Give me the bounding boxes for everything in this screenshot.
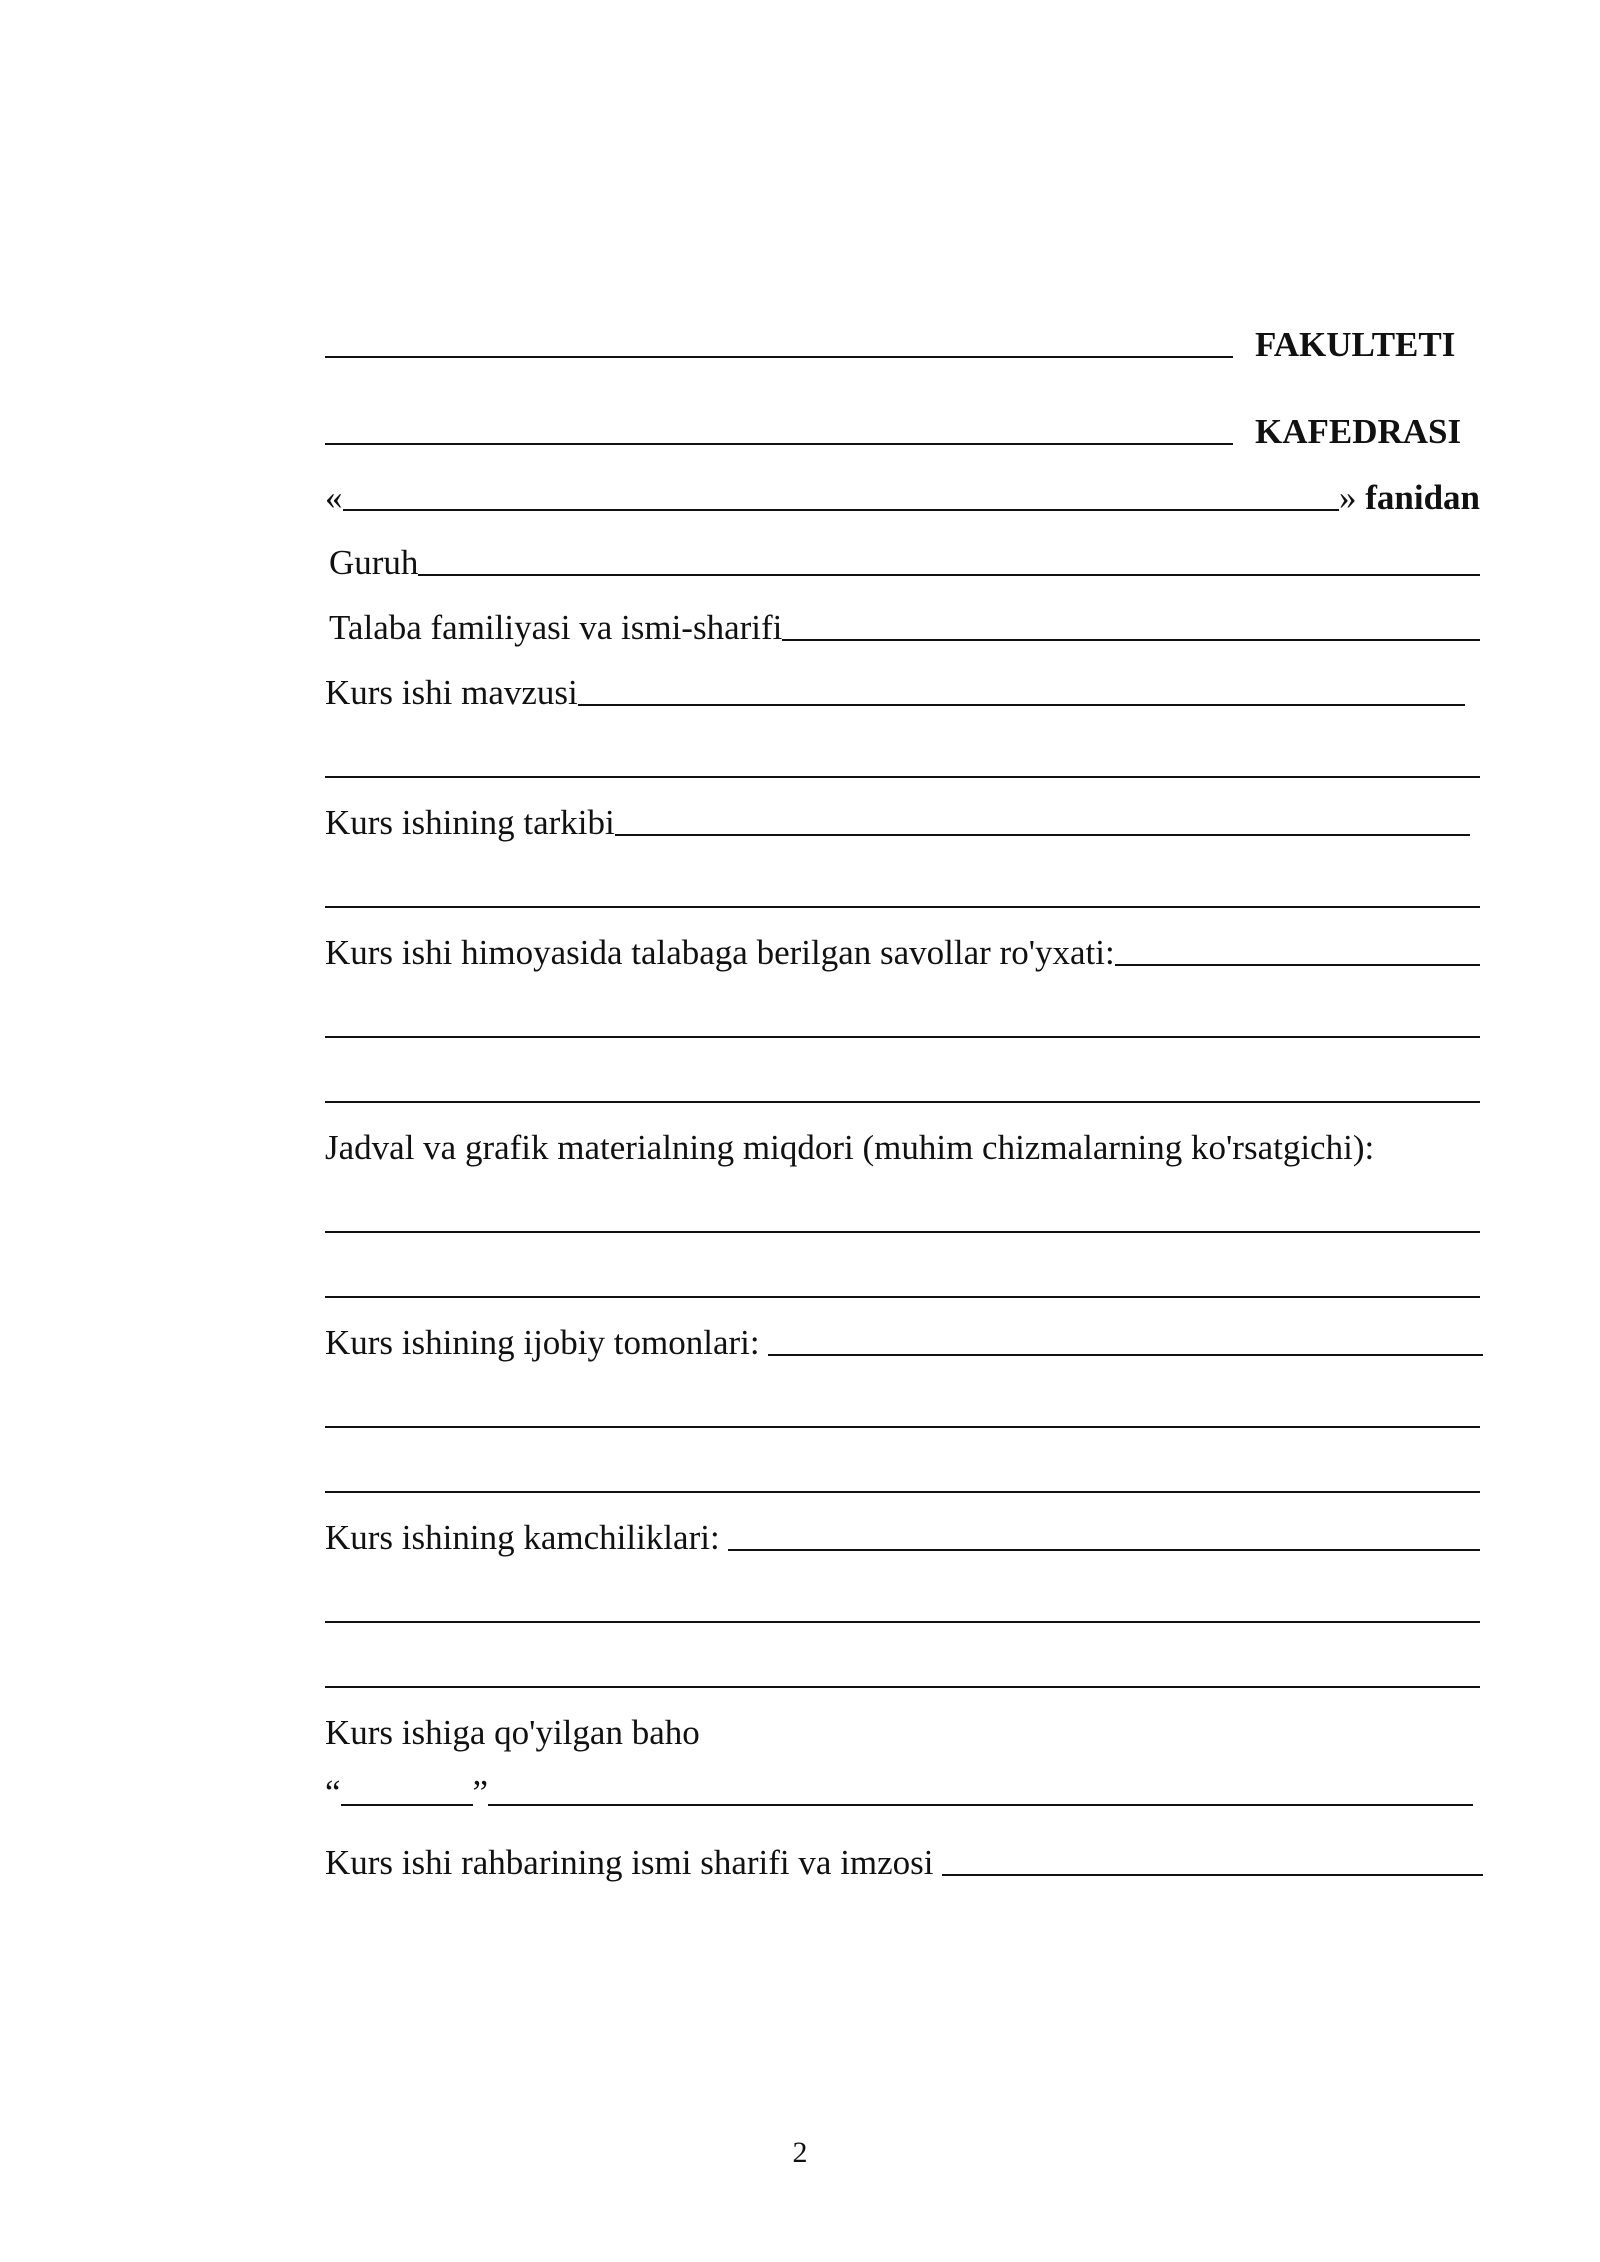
structure-blank-line[interactable] <box>325 906 1480 908</box>
department-row <box>325 412 1480 452</box>
questions-blank-line-1[interactable] <box>325 1036 1480 1038</box>
subject-blank[interactable] <box>343 509 1339 511</box>
department-label: KAFEDRASI <box>1255 412 1462 451</box>
tables-blank-line-1[interactable] <box>325 1231 1480 1233</box>
department-blank[interactable] <box>325 443 1233 445</box>
faculty-row <box>325 325 1480 365</box>
supervisor-label: Kurs ishi rahbarining ismi sharifi va imzosi <box>325 1843 943 1882</box>
grade-value-blank[interactable] <box>341 1804 473 1806</box>
subject-row <box>325 478 1480 518</box>
questions-blank-line-2[interactable] <box>325 1101 1480 1103</box>
subject-suffix: fanidan <box>1356 478 1480 517</box>
topic-blank-line[interactable] <box>325 776 1480 778</box>
questions-blank[interactable] <box>1115 964 1480 966</box>
group-row <box>329 543 1480 583</box>
student-blank[interactable] <box>782 639 1480 641</box>
grade-close-quote: ” <box>472 1773 489 1812</box>
shortcomings-blank-line-1[interactable] <box>325 1621 1480 1623</box>
grade-words-blank[interactable] <box>488 1804 1473 1806</box>
positives-blank[interactable] <box>768 1354 1483 1356</box>
questions-label: Kurs ishi himoyasida talabaga berilgan savollar ro'yxati: <box>325 933 1115 972</box>
positives-blank-line-2[interactable] <box>325 1491 1480 1493</box>
topic-blank[interactable] <box>578 704 1465 706</box>
supervisor-row <box>325 1843 1483 1883</box>
grade-label: Kurs ishiga qo'yilgan baho <box>325 1713 700 1752</box>
supervisor-blank[interactable] <box>942 1874 1483 1876</box>
positives-row <box>325 1323 1483 1363</box>
grade-open-quote: “ <box>325 1773 341 1812</box>
shortcomings-row <box>325 1518 1480 1558</box>
positives-label: Kurs ishining ijobiy tomonlari: <box>325 1323 769 1362</box>
subject-close-quote: » <box>1338 478 1357 517</box>
tables-blank-line-2[interactable] <box>325 1296 1480 1298</box>
structure-row <box>325 803 1470 843</box>
shortcomings-label: Kurs ishining kamchiliklari: <box>325 1518 729 1557</box>
grade-row <box>325 1713 1480 1753</box>
topic-row <box>325 673 1465 713</box>
tables-label: Jadval va grafik materialning miqdori (muhim chizmalarning ko'rsatgichi): <box>325 1128 1375 1167</box>
tables-row <box>325 1128 1480 1168</box>
student-row <box>329 608 1480 648</box>
structure-blank[interactable] <box>615 834 1470 836</box>
subject-open-quote: « <box>325 478 343 517</box>
shortcomings-blank[interactable] <box>728 1549 1480 1551</box>
structure-label: Kurs ishining tarkibi <box>325 803 615 842</box>
questions-row <box>325 933 1480 973</box>
shortcomings-blank-line-2[interactable] <box>325 1686 1480 1688</box>
positives-blank-line-1[interactable] <box>325 1426 1480 1428</box>
student-label: Talaba familiyasi va ismi-sharifi <box>329 608 783 647</box>
grade-value-row <box>325 1773 1473 1813</box>
faculty-label: FAKULTETI <box>1255 325 1456 364</box>
group-label: Guruh <box>329 543 419 582</box>
topic-label: Kurs ishi mavzusi <box>325 673 578 712</box>
group-blank[interactable] <box>418 574 1480 576</box>
page-number: 2 <box>792 2136 808 2169</box>
faculty-blank[interactable] <box>325 356 1233 358</box>
